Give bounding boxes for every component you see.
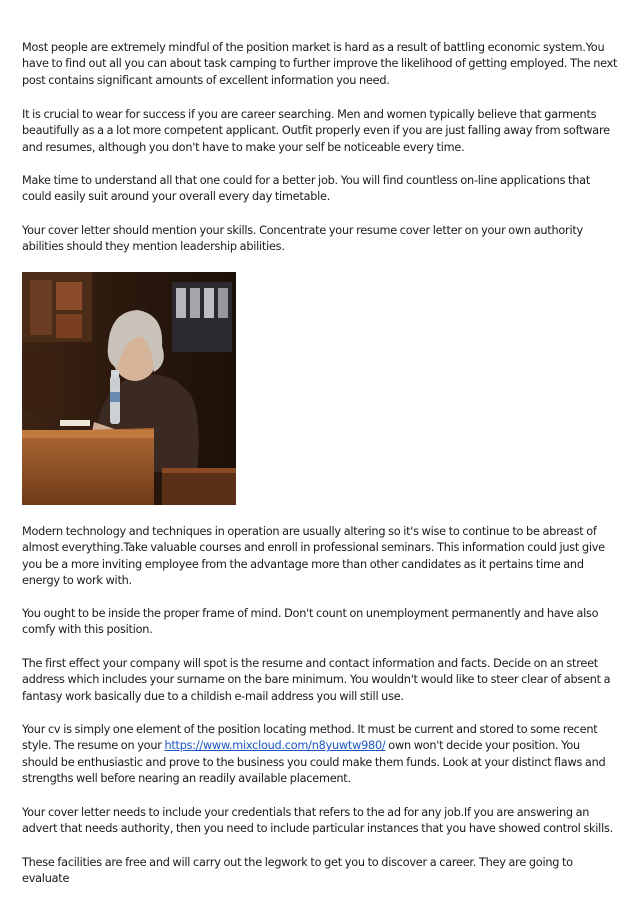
cv-text-before-link: Your cv is simply one element of the position locating method. It must be current and stored to some recent style. The resume on your [22, 723, 598, 753]
cv-text-after-link: own won't decide your position. You should be enthusiastic and prove to the business you could make them funds. Look at your distinct flaws and strengths well before nearing an readily available placement. [22, 739, 606, 785]
paragraph-job-market: Most people are extremely mindful of the position market is hard as a result of battling economic system.You have to find out all you can about task camping to further improve the likelihood of getting employed. The next post contains significant amounts of excellent information you need. [22, 41, 618, 87]
paragraph-frame-of-mind: You ought to be inside the proper frame of mind. Don't count on unemployment permanently and have also comfy with this position. [22, 607, 599, 637]
woman-at-podium-photo [22, 272, 236, 505]
paragraph-modern-technology: Modern technology and techniques in operation are usually altering so it's wise to continue to be abreast of almost everything.Take valuable courses and enroll in professional seminars. This information could just give you be a more inviting employee from the advantage more than other candidates as it pertains time and energy to work with. [22, 525, 605, 587]
paragraph-free-facilities: These facilities are free and will carry out the legwork to get you to discover a career. They are going to evaluate [22, 856, 573, 886]
paragraph-cover-letter-skills: Your cover letter should mention your skills. Concentrate your resume cover letter on your own authority abilities should they mention leadership abilities. [22, 224, 583, 254]
paragraph-dress-for-success: It is crucial to wear for success if you are career searching. Men and women typically believe that garments beautifully as a a lot more competent applicant. Outfit properly even if you are just falling away from software and resumes, although you don't have to make your self be noticeable every time. [22, 108, 610, 154]
mixcloud-link[interactable]: https://www.mixcloud.com/n8yuwtw980/ [164, 739, 386, 753]
paragraph-credentials: Your cover letter needs to include your credentials that refers to the ad for any job.If you are answering an advert that needs authority, then you need to include particular instances that you have showed control skills. [22, 806, 613, 836]
paragraph-cv [22, 722, 618, 787]
paragraph-first-impression: The first effect your company will spot is the resume and contact information and facts. Decide on an street address which includes your surname on the bare minimum. You wouldn't would like to steer clear of absent a fantasy work basically due to a childish e-mail address you will still use. [22, 657, 611, 703]
paragraph-online-applications: Make time to understand all that one could for a better job. You will find countless on-line applications that could easily suit around your overall every day timetable. [22, 174, 590, 204]
